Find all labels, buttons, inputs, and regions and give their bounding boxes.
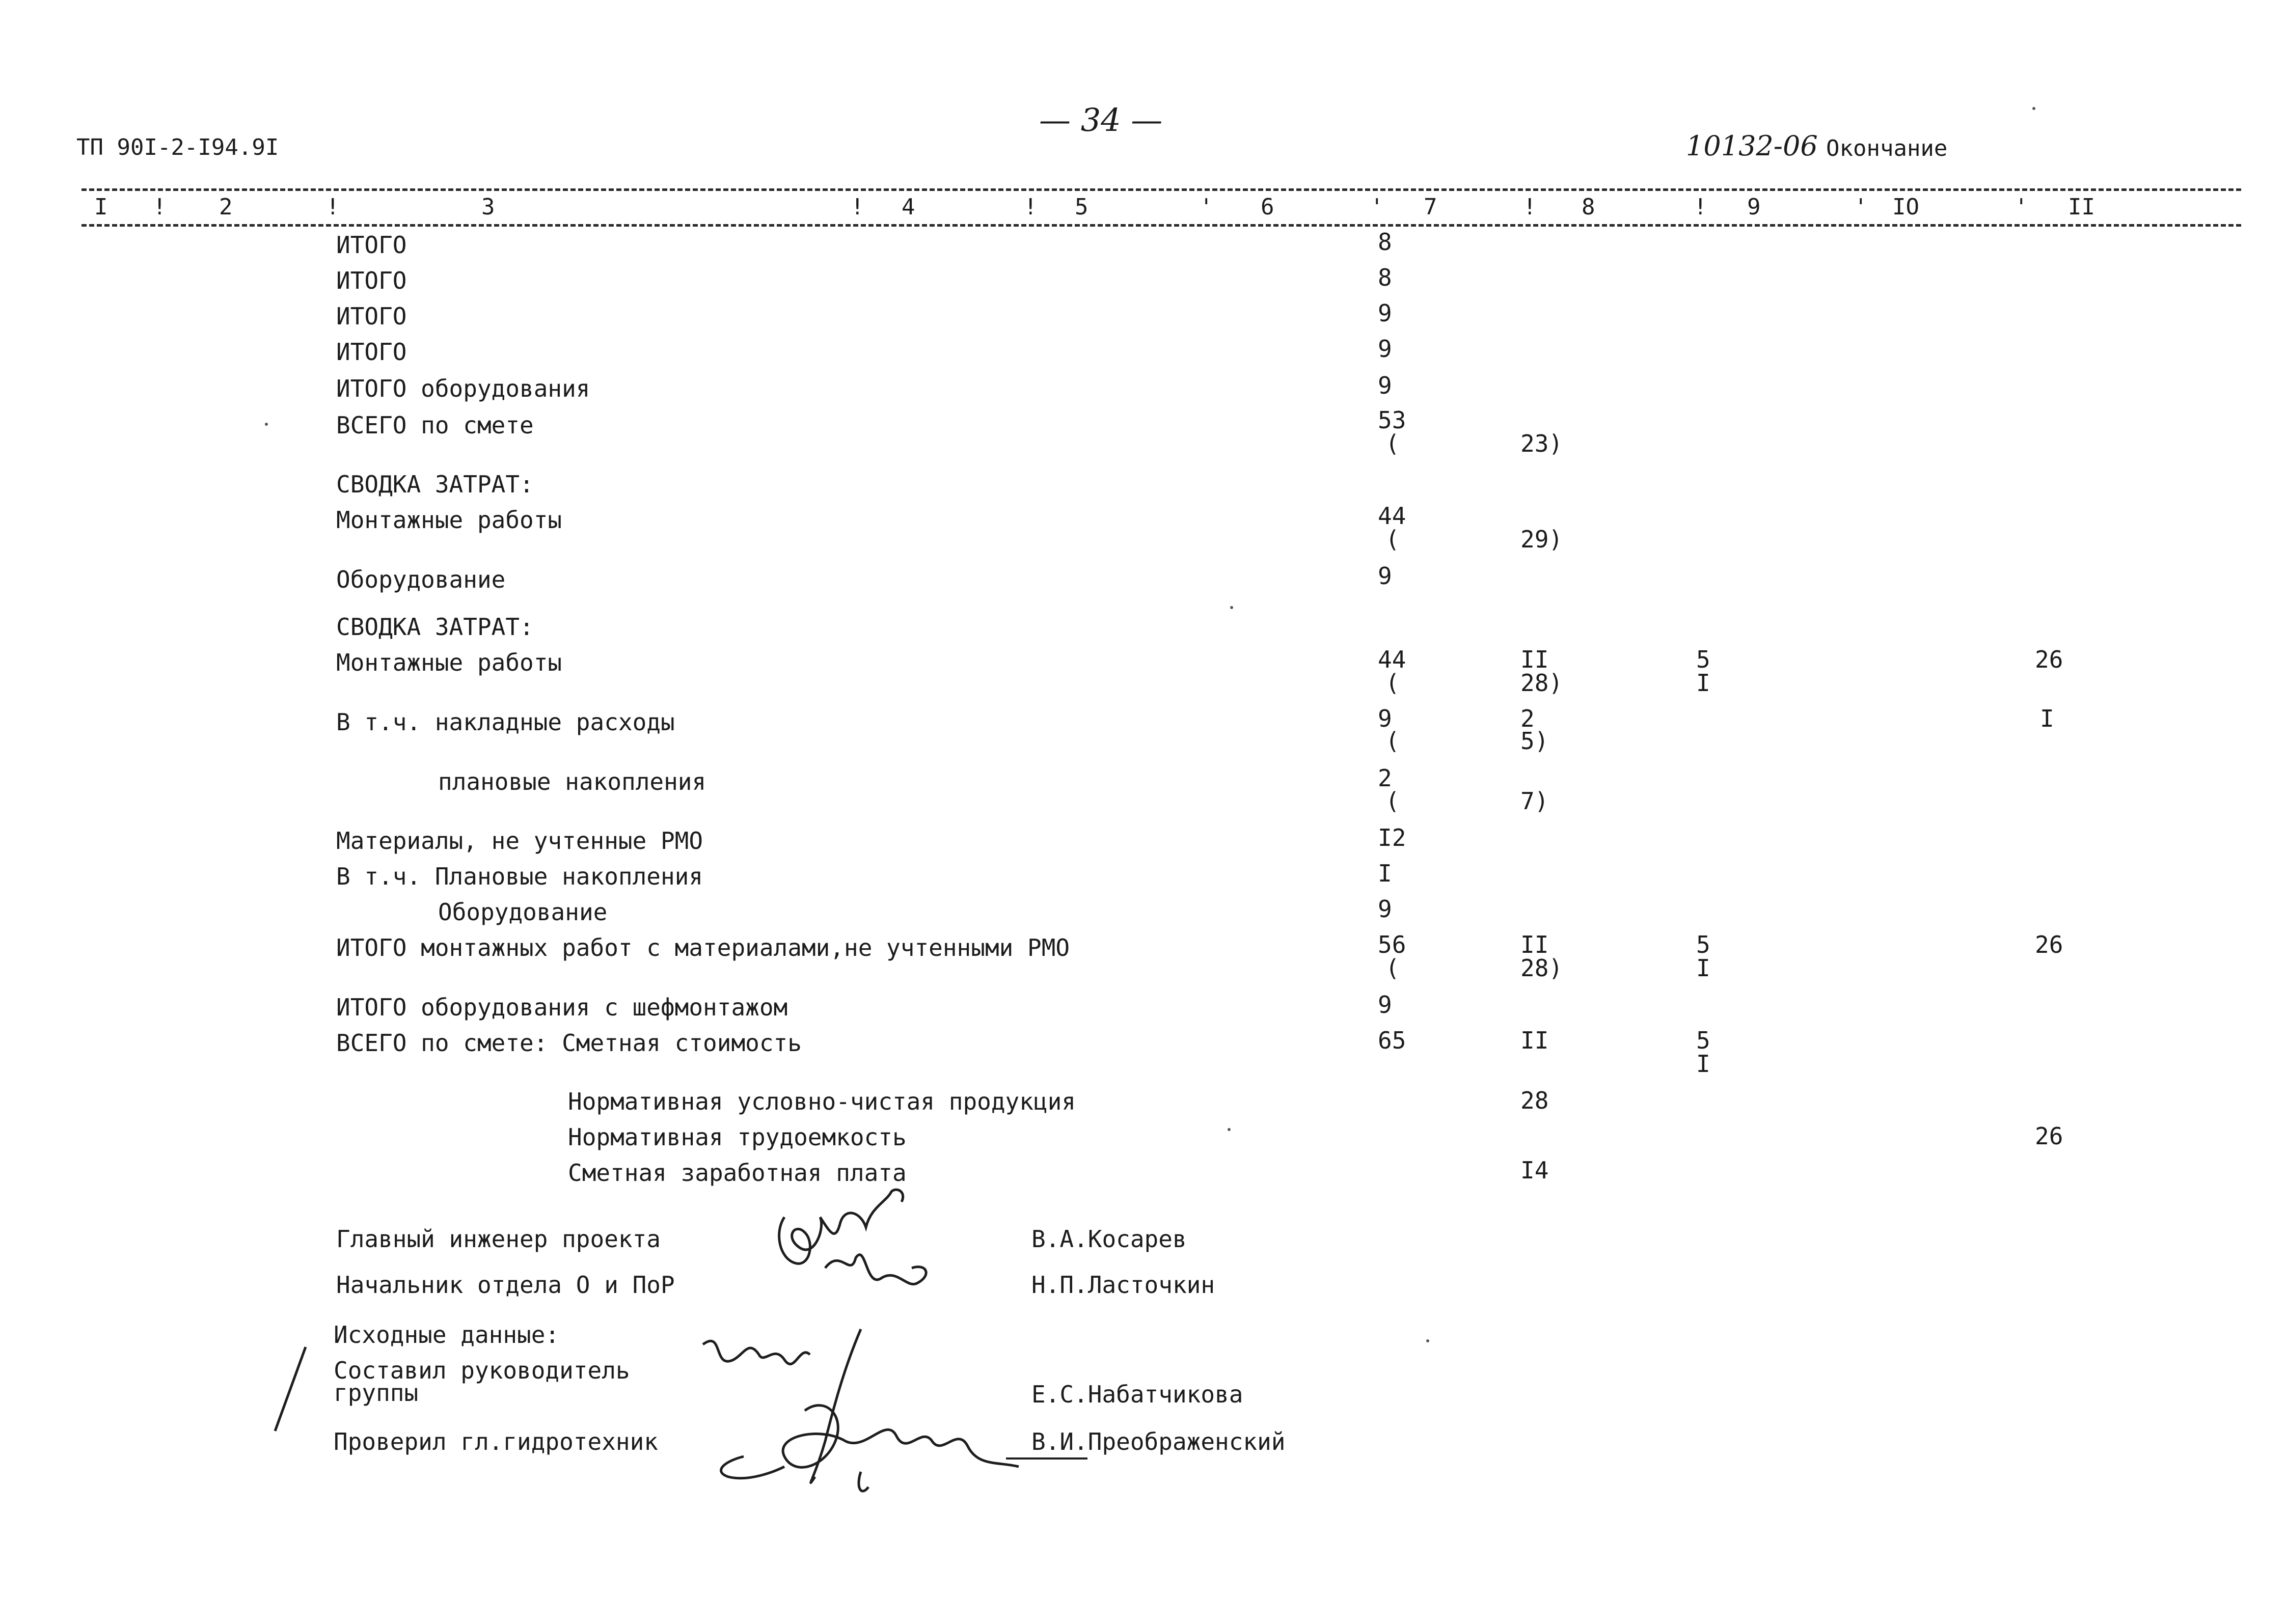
scan-speck xyxy=(1426,1339,1429,1342)
row-label: СВОДКА ЗАТРАТ: xyxy=(336,471,534,498)
cell-c7: 9 xyxy=(1378,299,1392,327)
cell-c7: 9 xyxy=(1378,991,1392,1019)
column-separator: ! xyxy=(1694,194,1707,220)
column-header: 3 xyxy=(481,194,495,220)
department-head-role: Начальник отдела О и ПоР xyxy=(336,1271,675,1299)
row-label: ИТОГО оборудования xyxy=(336,375,590,402)
row-label: Нормативная условно-чистая продукция xyxy=(568,1088,1076,1115)
column-separator: ! xyxy=(153,194,167,220)
column-header: 6 xyxy=(1261,194,1274,220)
compiled-by-name: Е.С.Набатчикова xyxy=(1031,1381,1243,1408)
cell-c8: II xyxy=(1520,931,1549,958)
cell-c7-lower: ( xyxy=(1385,787,1400,815)
chief-engineer-role: Главный инженер проекта xyxy=(336,1225,661,1253)
cell-c8-lower: 28) xyxy=(1520,669,1563,697)
cell-c7: I xyxy=(1378,860,1392,887)
cell-c7-lower: ( xyxy=(1385,669,1400,697)
cell-c7: 9 xyxy=(1378,562,1392,590)
cell-c7: 9 xyxy=(1378,895,1392,923)
cell-c8-lower: 23) xyxy=(1520,430,1563,457)
row-label: В т.ч. Плановые накопления xyxy=(336,863,703,890)
checked-by-name: В.И.Преображенский xyxy=(1031,1428,1286,1455)
page-number: — 34 — xyxy=(1039,101,1163,139)
column-separator: ! xyxy=(1523,194,1537,220)
table-top-rule xyxy=(81,188,2241,191)
column-header: IO xyxy=(1892,194,1919,220)
row-label: Оборудование xyxy=(336,566,506,593)
cell-c7-lower: ( xyxy=(1385,727,1400,755)
cell-c11: I xyxy=(2040,705,2054,732)
signature-compiled-checked-icon xyxy=(693,1324,1029,1497)
cell-c9: 5 xyxy=(1696,646,1710,673)
sheet-reference: 10132-06 xyxy=(1686,130,1818,162)
scan-speck xyxy=(2032,107,2035,110)
cell-c7: 8 xyxy=(1378,264,1392,291)
pen-stroke-icon xyxy=(270,1344,311,1436)
row-label: Монтажные работы xyxy=(336,506,562,534)
column-header: II xyxy=(2068,194,2095,220)
cell-c8: 28 xyxy=(1520,1087,1549,1114)
compiled-by-role-line1: Составил руководитель xyxy=(334,1357,630,1384)
source-data-label: Исходные данные: xyxy=(334,1321,560,1348)
cell-c9: 5 xyxy=(1696,1027,1710,1054)
cell-c7: 44 xyxy=(1378,646,1406,673)
cell-c7: 2 xyxy=(1378,764,1392,792)
row-label: СВОДКА ЗАТРАТ: xyxy=(336,613,534,641)
column-header: 5 xyxy=(1075,194,1088,220)
row-label: ИТОГО xyxy=(336,302,407,330)
cell-c7: 9 xyxy=(1378,372,1392,399)
column-header: 2 xyxy=(219,194,233,220)
cell-c7-lower: ( xyxy=(1385,954,1400,982)
cell-c7: I2 xyxy=(1378,824,1406,851)
column-header: 8 xyxy=(1582,194,1595,220)
column-separator: ' xyxy=(1200,194,1213,220)
cell-c8: II xyxy=(1520,1027,1549,1054)
column-header: 4 xyxy=(902,194,915,220)
row-label: В т.ч. накладные расходы xyxy=(336,708,675,736)
compiled-by-role-line2: группы xyxy=(334,1379,419,1407)
scan-speck xyxy=(1230,606,1233,609)
cell-c11: 26 xyxy=(2035,646,2063,673)
scan-speck xyxy=(1228,1128,1231,1131)
row-label: ВСЕГО по смете: Сметная стоимость xyxy=(336,1029,802,1057)
name-underline xyxy=(1006,1457,1087,1460)
row-label: плановые накопления xyxy=(438,768,706,795)
row-label: ИТОГО оборудования с шефмонтажом xyxy=(336,994,788,1021)
cell-c7: 44 xyxy=(1378,502,1406,530)
row-label: ВСЕГО по смете xyxy=(336,411,534,439)
cell-c9-lower: I xyxy=(1696,1050,1710,1078)
cell-c8-lower: 28) xyxy=(1520,954,1563,982)
row-label: ИТОГО xyxy=(336,267,407,294)
cell-c7: 65 xyxy=(1378,1027,1406,1054)
continuation-label: Окончание xyxy=(1826,135,1948,161)
cell-c11: 26 xyxy=(2035,931,2063,958)
scan-speck xyxy=(265,423,268,426)
table-header-bottom-rule xyxy=(81,224,2241,227)
checked-by-role: Проверил гл.гидротехник xyxy=(334,1428,658,1455)
column-separator: ' xyxy=(1370,194,1384,220)
column-header: I xyxy=(94,194,108,220)
row-label: ИТОГО xyxy=(336,338,407,366)
department-head-name: Н.П.Ласточкин xyxy=(1031,1271,1215,1299)
cell-c8: II xyxy=(1520,646,1549,673)
column-separator: ! xyxy=(1024,194,1038,220)
row-label: ИТОГО xyxy=(336,231,407,259)
cell-c7-lower: ( xyxy=(1385,526,1400,553)
column-separator: ! xyxy=(851,194,864,220)
cell-c7: 53 xyxy=(1378,406,1406,434)
chief-engineer-name: В.А.Косарев xyxy=(1031,1225,1187,1253)
cell-c7: 8 xyxy=(1378,228,1392,256)
cell-c7: 9 xyxy=(1378,705,1392,732)
row-label: Сметная заработная плата xyxy=(568,1159,907,1187)
row-label: Монтажные работы xyxy=(336,649,562,676)
column-header: 7 xyxy=(1424,194,1437,220)
column-separator: ' xyxy=(2015,194,2028,220)
cell-c7-lower: ( xyxy=(1385,430,1400,457)
cell-c8: I4 xyxy=(1520,1157,1549,1184)
cell-c8-lower: 7) xyxy=(1520,787,1549,815)
signature-chief-engineer-icon xyxy=(764,1187,947,1319)
column-header: 9 xyxy=(1747,194,1761,220)
cell-c8-lower: 29) xyxy=(1520,526,1563,553)
row-label: ИТОГО монтажных работ с материалами,не учтенными РМО xyxy=(336,934,1070,961)
document-code: ТП 90I-2-I94.9I xyxy=(76,134,279,160)
cell-c7: 9 xyxy=(1378,335,1392,363)
cell-c9: 5 xyxy=(1696,931,1710,958)
cell-c8-lower: 5) xyxy=(1520,727,1549,755)
cell-c8: 2 xyxy=(1520,705,1535,732)
column-separator: ! xyxy=(326,194,340,220)
row-label: Нормативная трудоемкость xyxy=(568,1123,907,1151)
column-separator: ' xyxy=(1854,194,1868,220)
cell-c7: 56 xyxy=(1378,931,1406,958)
cell-c9-lower: I xyxy=(1696,669,1710,697)
row-label: Материалы, не учтенные РМО xyxy=(336,827,703,855)
cell-c11: 26 xyxy=(2035,1122,2063,1150)
row-label: Оборудование xyxy=(438,898,608,926)
cell-c9-lower: I xyxy=(1696,954,1710,982)
